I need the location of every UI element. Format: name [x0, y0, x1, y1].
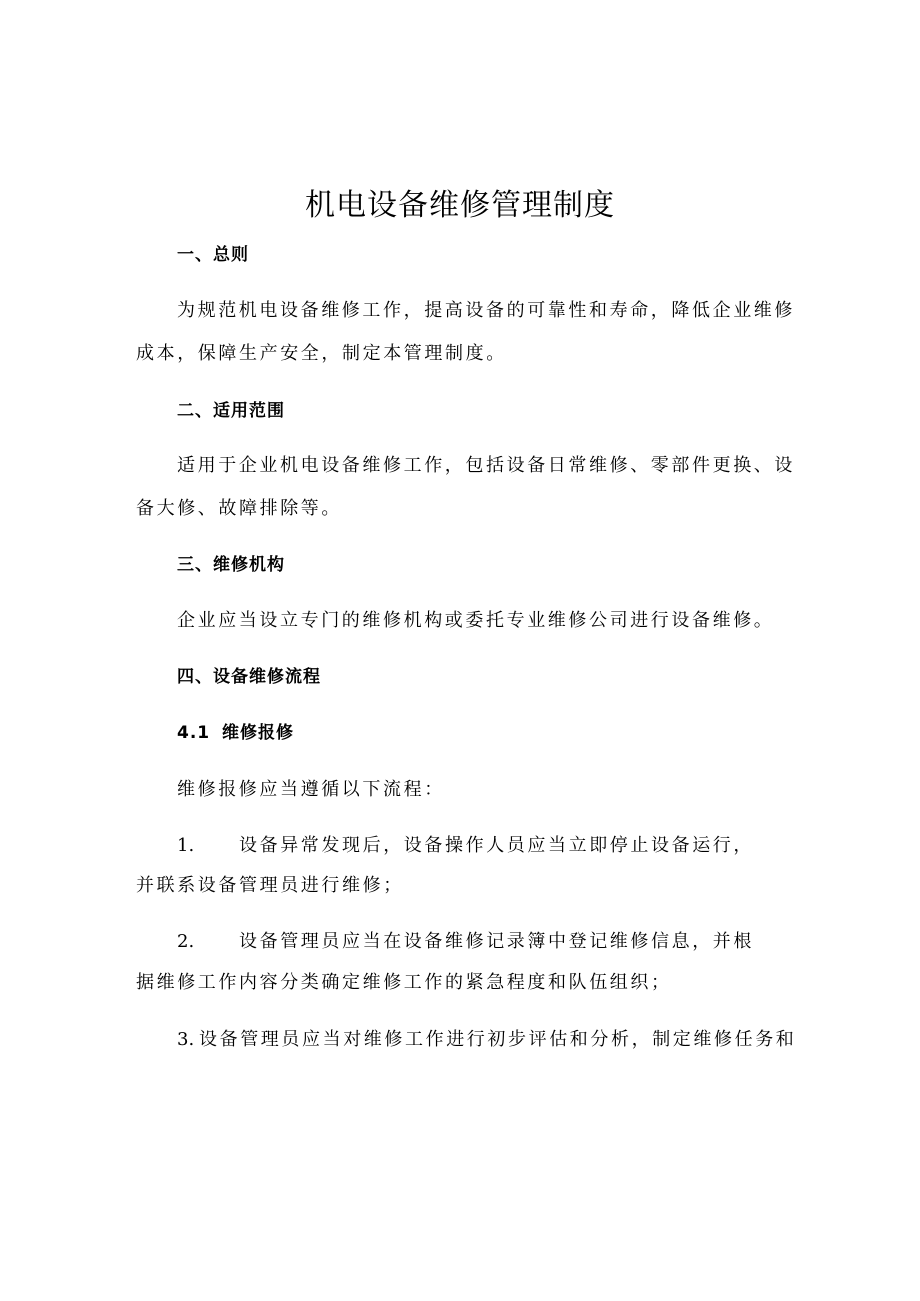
- list-item-text: 设备异常发现后，设备操作人员应当立即停止设备运行，: [239, 835, 754, 856]
- subsection-number: 4.1: [177, 723, 211, 743]
- section-heading-organization: 三、维修机构: [177, 555, 285, 575]
- paragraph-line: 为规范机电设备维修工作，提高设备的可靠性和寿命，降低企业维修: [177, 300, 795, 321]
- list-item-text: 设备管理员应当对维修工作进行初步评估和分析，制定维修任务和: [199, 1029, 797, 1050]
- section-heading-general: 一、总则: [177, 245, 249, 265]
- paragraph-line: 并联系设备管理员进行维修；: [136, 875, 404, 896]
- list-item-number: 1.: [177, 835, 195, 856]
- section-heading-scope: 二、适用范围: [177, 401, 285, 421]
- list-item: [177, 930, 754, 954]
- paragraph-line: 据维修工作内容分类确定维修工作的紧急程度和队伍组织；: [136, 972, 672, 993]
- list-item-number: 3.: [177, 1029, 195, 1050]
- list-item-number: 2.: [177, 931, 195, 952]
- list-item: [177, 1028, 796, 1052]
- list-item: [177, 834, 754, 858]
- paragraph-line: 维修报修应当遵循以下流程：: [177, 779, 445, 800]
- section-heading-process: 四、设备维修流程: [177, 667, 321, 687]
- paragraph-line: 适用于企业机电设备维修工作，包括设备日常维修、零部件更换、设: [177, 455, 795, 476]
- paragraph-line: 企业应当设立专门的维修机构或委托专业维修公司进行设备维修。: [177, 610, 775, 631]
- document-title: 机电设备维修管理制度: [305, 188, 615, 223]
- subsection-title: 维修报修: [222, 723, 294, 743]
- paragraph-line: 成本，保障生产安全，制定本管理制度。: [136, 343, 507, 364]
- list-item-text: 设备管理员应当在设备维修记录簿中登记维修信息，并根: [239, 931, 754, 952]
- subsection-heading: [177, 721, 294, 745]
- paragraph-line: 备大修、故障排除等。: [136, 498, 342, 519]
